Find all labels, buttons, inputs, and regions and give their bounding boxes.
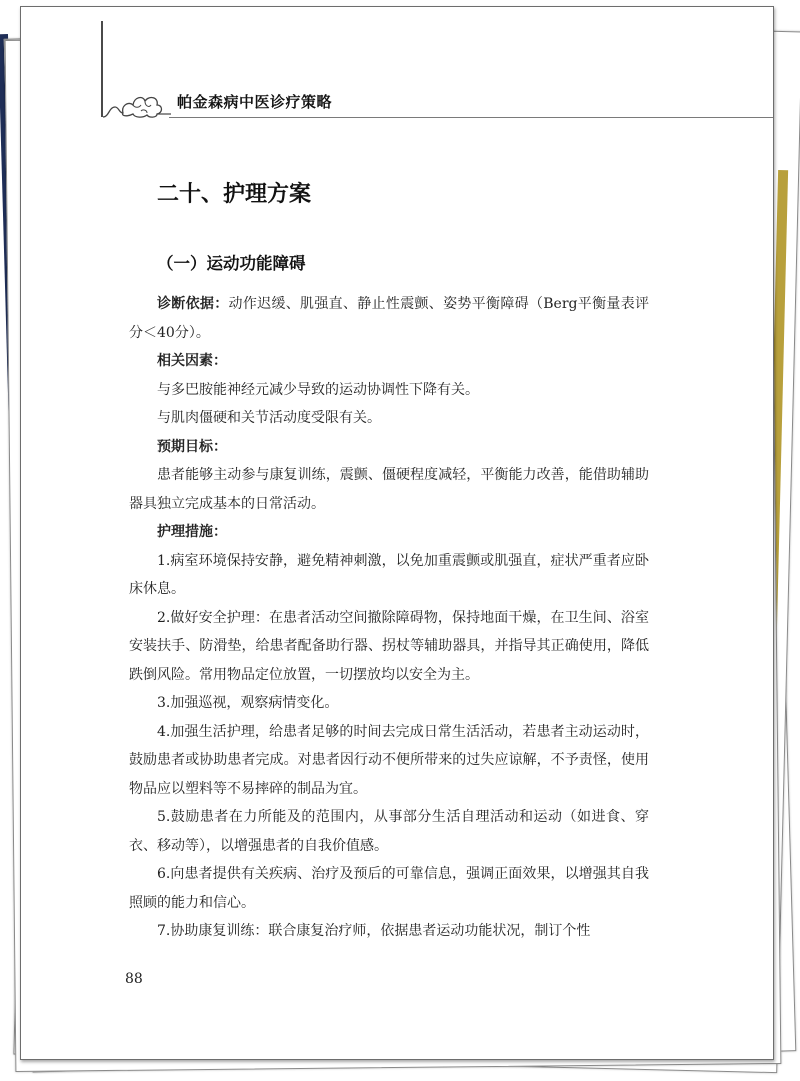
- diagnosis-label: 诊断依据：: [157, 296, 229, 312]
- nursing-measure-item: 6.向患者提供有关疾病、治疗及预后的可靠信息，强调正面效果，以增强其自我照顾的能力和信心。: [129, 866, 649, 911]
- running-header-title: 帕金森病中医诊疗策略: [177, 93, 333, 111]
- page-number: 88: [125, 971, 143, 987]
- expected-goal-label: 预期目标：: [157, 438, 227, 455]
- nursing-measure-item: 4.加强生活护理，给患者足够的时间去完成日常生活活动，若患者主动运动时，鼓励患者或协助患者完成。对患者因行动不便所带来的过失应谅解，不予责怪，使用物品应以塑料等不易摔碎的制品为宜。: [129, 723, 649, 797]
- header-horizontal-rule: [169, 117, 773, 118]
- nursing-measure-item: 1.病室环境保持安静，避免精神刺激，以免加重震颤或肌强直，症状严重者应卧床休息。: [129, 552, 649, 597]
- related-factors-label: 相关因素：: [157, 353, 227, 369]
- nursing-measure-item: 5.鼓励患者在力所能及的范围内，从事部分生活自理活动和运动（如进食、穿衣、移动等），以增强患者的自我价值感。: [129, 809, 649, 854]
- section-heading: （一）运动功能障碍: [157, 254, 306, 273]
- nursing-measures-label: 护理措施：: [157, 524, 227, 540]
- nursing-measure-item: 2.做好安全护理：在患者活动空间撤除障碍物，保持地面干燥，在卫生间、浴室安装扶手、防滑垫，给患者配备助行器、拐杖等辅助器具，并指导其正确使用，降低跌倒风险。常用物品定位放置，一切摆放均以安全为主。: [129, 609, 649, 683]
- related-factor-item: 与肌肉僵硬和关节活动度受限有关。: [157, 410, 381, 426]
- chapter-heading: 二十、护理方案: [157, 182, 312, 207]
- nursing-measure-item: 3.加强巡视，观察病情变化。: [157, 695, 339, 711]
- book-page: [20, 6, 774, 1060]
- brain-logo-icon: [101, 83, 171, 119]
- nursing-measure-item: 7.协助康复训练：联合康复治疗师，依据患者运动功能状况，制订个性: [157, 923, 591, 939]
- related-factor-item: 与多巴胺能神经元减少导致的运动协调性下降有关。: [157, 381, 479, 398]
- expected-goal-text: 患者能够主动参与康复训练，震颤、僵硬程度减轻，平衡能力改善，能借助辅助器具独立完成基本的日常活动。: [129, 467, 649, 512]
- diagnosis-paragraph: [129, 290, 649, 347]
- diagnosis-text: 动作迟缓、肌强直、静止性震颤、姿势平衡障碍（Berg平衡量表评分＜40分）。: [129, 296, 649, 341]
- body-text: [129, 290, 649, 946]
